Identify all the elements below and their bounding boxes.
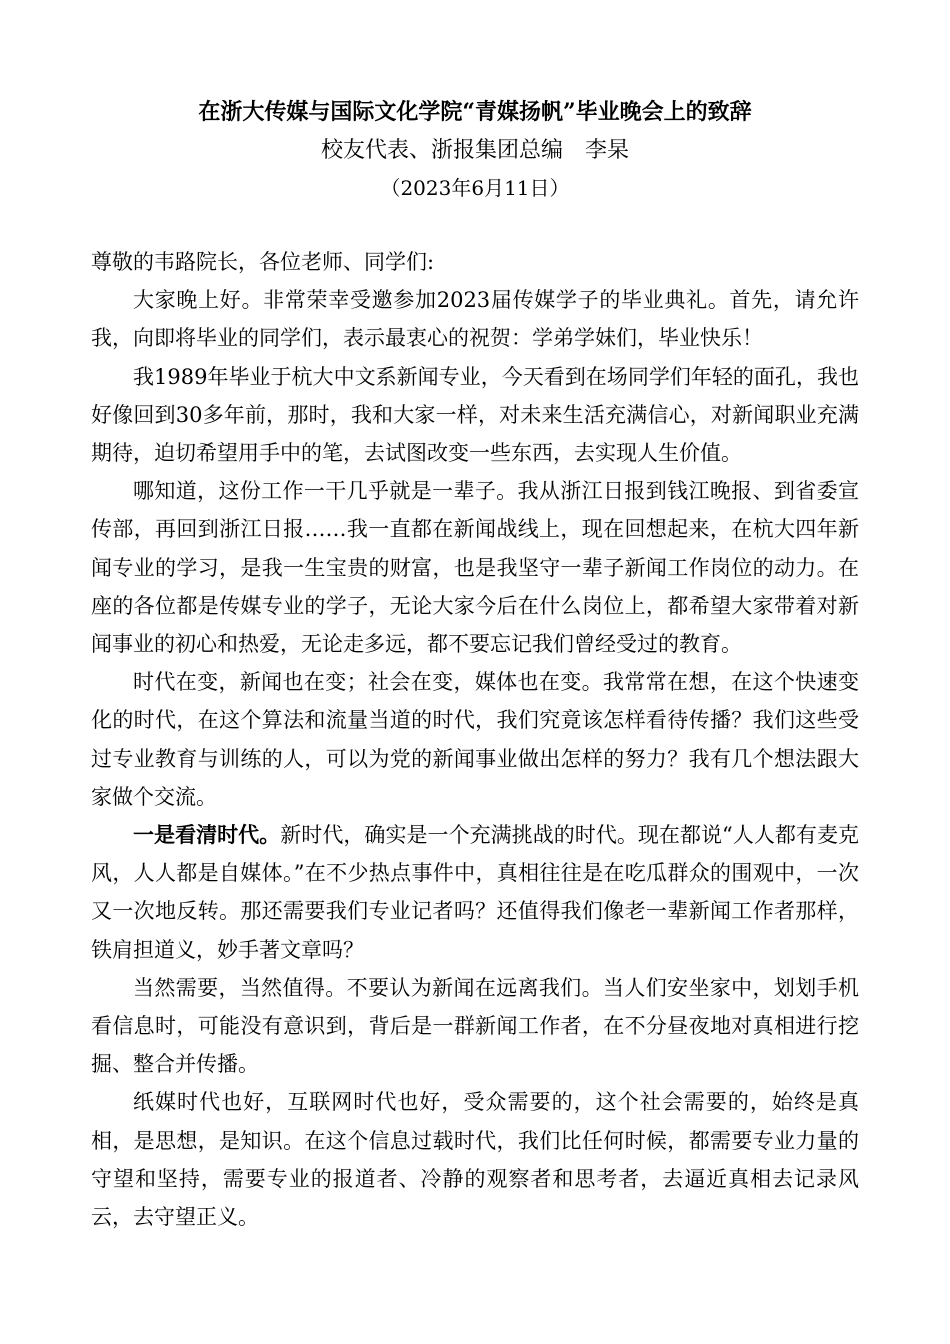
date-line: （2023年6月11日） — [380, 176, 570, 200]
section-one-text: 新时代，确实是一个充满挑战的时代。现在都说“人人都有麦克风，人人都是自媒体。”在不少热点事件中，真相往往是在吃瓜群众的围观中，一次又一次地反转。那还需要我们专业记者吗？还值得我们像老一辈新闻工作者那样，铁肩担道义，妙手著文章吗？ — [91, 823, 860, 962]
paragraph-greeting: 大家晚上好。非常荣幸受邀参加2023届传媒学子的毕业典礼。首先，请允许我，向即将毕业的同学们，表示最衷心的祝贺：学弟学妹们，毕业快乐！ — [91, 288, 859, 351]
salutation: 尊敬的韦路院长，各位老师、同学们: — [91, 250, 435, 274]
paragraph-section-one — [91, 816, 859, 969]
paragraph-graduation: 我1989年毕业于杭大中文系新闻专业，今天看到在场同学们年轻的面孔，我也好像回到30多年前，那时，我和大家一样，对未来生活充满信心，对新闻职业充满期待，迫切希望用手中的笔，去试图改变一些东西，去实现人生价值。 — [91, 364, 859, 466]
paragraph-career: 哪知道，这份工作一干几乎就是一辈子。我从浙江日报到钱江晚报、到省委宣传部，再回到浙江日报……我一直都在新闻战线上，现在回想起来，在杭大四年新闻专业的学习，是我一生宝贵的财富，也是我坚守一辈子新闻工作岗位的动力。在座的各位都是传媒专业的学子，无论大家今后在什么岗位上，都希望大家带着对新闻事业的初心和热爱，无论走多远，都不要忘记我们曾经受过的教育。 — [91, 479, 859, 657]
author-line: 校友代表、浙报集团总编 李杲 — [320, 138, 629, 163]
document-title: 在浙大传媒与国际文化学院“青媒扬帆”毕业晚会上的致辞 — [198, 99, 752, 125]
speech-body — [91, 243, 859, 1236]
paragraph-truth: 纸媒时代也好，互联网时代也好，受众需要的，这个社会需要的，始终是真相，是思想，是知识。在这个信息过载时代，我们比任何时候，都需要专业力量的守望和坚持，需要专业的报道者、冷静的观察者和思考者，去逼近真相去记录风云，去守望正义。 — [91, 1090, 859, 1230]
paragraph-of-course: 当然需要，当然值得。不要认为新闻在远离我们。当人们安坐家中，划划手机看信息时，可能没有意识到，背后是一群新闻工作者，在不分昼夜地对真相进行挖掘、整合并传播。 — [91, 975, 859, 1077]
paragraph-changing-times: 时代在变，新闻也在变；社会在变，媒体也在变。我常常在想，在这个快速变化的时代，在这个算法和流量当道的时代，我们究竟该怎样看待传播？我们这些受过专业教育与训练的人，可以为党的新闻事业做出怎样的努力？我有几个想法跟大家做个交流。 — [91, 670, 859, 809]
section-one-lead: 一是看清时代。 — [133, 822, 281, 848]
